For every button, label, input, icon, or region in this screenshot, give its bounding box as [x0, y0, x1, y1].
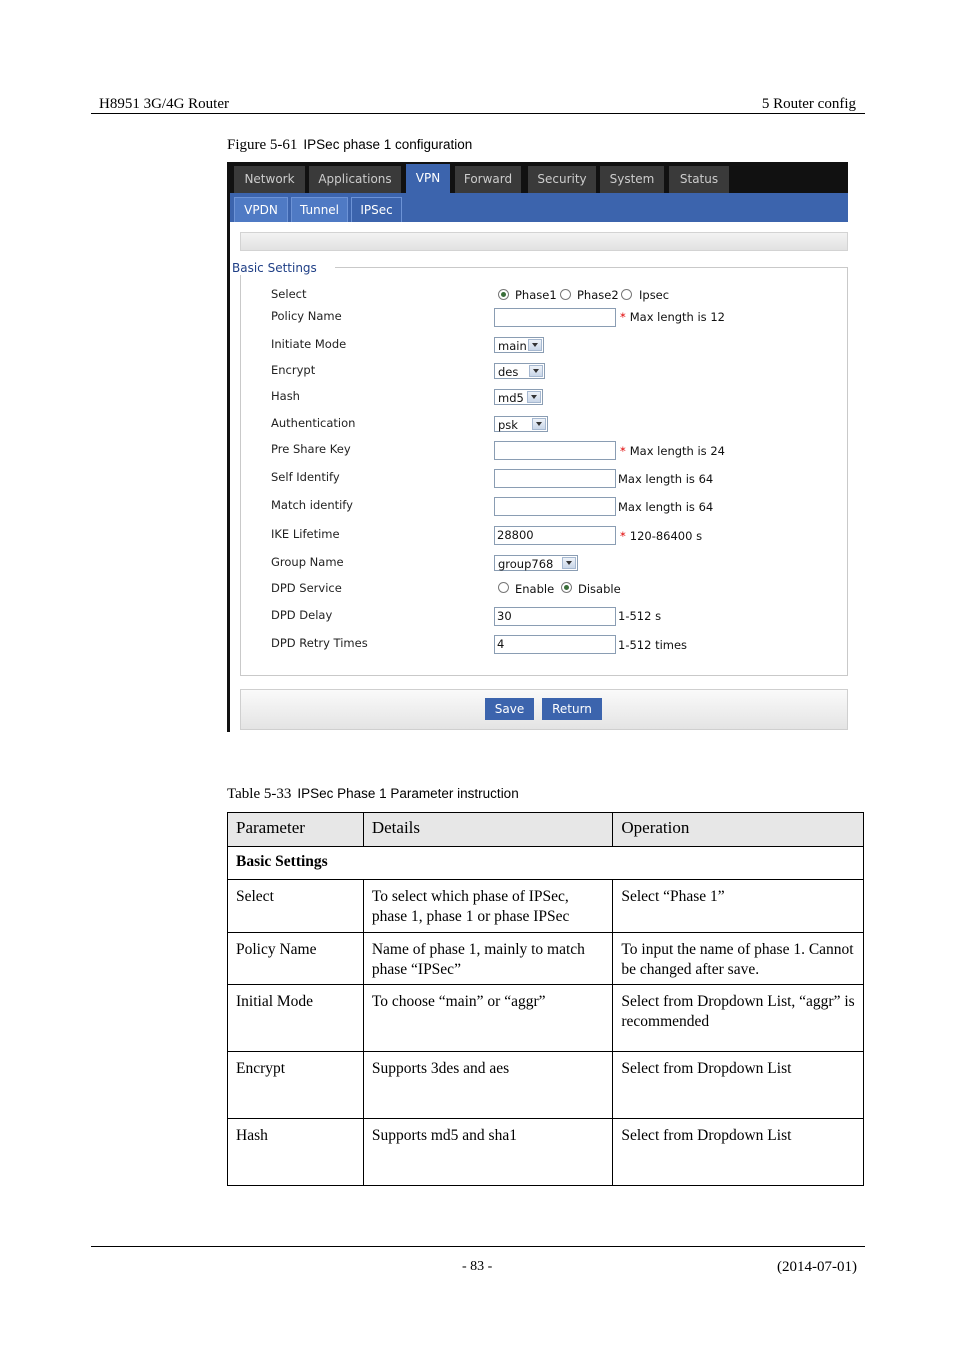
hash-select[interactable] — [494, 389, 543, 405]
table-cell: To input the name of phase 1. Cannot be changed after save. — [613, 933, 864, 985]
pre-share-key-label: Pre Share Key — [271, 442, 351, 456]
required-mark: * — [620, 310, 626, 324]
sub-tab-bar — [230, 193, 848, 222]
chevron-down-icon — [527, 391, 541, 403]
chevron-down-icon — [532, 418, 546, 430]
table-row — [228, 1052, 864, 1119]
save-button[interactable]: Save — [485, 698, 534, 720]
table-row — [228, 880, 864, 933]
policy-name-input[interactable] — [494, 308, 616, 327]
select-label: Select — [271, 287, 307, 301]
authentication-value: psk — [498, 418, 518, 432]
table-cell: Initial Mode — [228, 985, 364, 1052]
authentication-select[interactable] — [494, 416, 548, 432]
ike-lifetime-hint — [620, 529, 702, 543]
policy-name-label: Policy Name — [271, 309, 342, 323]
policy-name-hint-text: Max length is 12 — [629, 310, 725, 324]
table-cell: Name of phase 1, mainly to match phase “IPSec” — [363, 933, 613, 985]
subtab-ipsec[interactable]: IPSec — [351, 197, 402, 222]
policy-name-hint — [620, 310, 725, 324]
dpd-delay-input[interactable]: 30 — [494, 607, 616, 626]
figure-title: IPSec phase 1 configuration — [303, 137, 473, 152]
table-number: Table 5-33 — [227, 786, 292, 802]
table-section-cell: Basic Settings — [228, 847, 864, 880]
table-cell: Policy Name — [228, 933, 364, 985]
table-header-cell: Parameter — [228, 813, 364, 847]
tab-vpn[interactable]: VPN — [406, 164, 450, 193]
table-cell: Select from Dropdown List — [613, 1052, 864, 1119]
table-cell: Supports md5 and sha1 — [363, 1119, 613, 1186]
page-number: - 83 - — [462, 1259, 493, 1274]
self-identify-label: Self Identify — [271, 470, 340, 484]
group-name-select[interactable] — [494, 555, 578, 571]
table-row — [228, 1119, 864, 1186]
dpd-retry-hint: 1-512 times — [618, 638, 688, 652]
pre-share-key-hint — [620, 444, 725, 458]
chevron-down-icon — [528, 339, 542, 351]
pre-share-key-hint-text: Max length is 24 — [629, 444, 725, 458]
dpd-delay-label: DPD Delay — [271, 608, 333, 622]
authentication-label: Authentication — [271, 416, 356, 430]
table-caption — [227, 786, 519, 803]
phase2-radio[interactable] — [560, 289, 571, 300]
tab-system[interactable]: System — [600, 166, 664, 193]
match-identify-label: Match identify — [271, 498, 353, 512]
required-mark: * — [620, 529, 626, 543]
table-cell: Select from Dropdown List — [613, 1119, 864, 1186]
initiate-mode-label: Initiate Mode — [271, 337, 347, 351]
dpd-retry-input[interactable]: 4 — [494, 635, 616, 654]
table-cell: Encrypt — [228, 1052, 364, 1119]
initiate-mode-value: main — [498, 339, 527, 353]
dpd-service-label: DPD Service — [271, 581, 342, 595]
pre-share-key-input[interactable] — [494, 441, 616, 460]
self-identify-input[interactable] — [494, 469, 616, 488]
figure-caption — [227, 137, 472, 154]
chevron-down-icon — [562, 557, 576, 569]
table-row — [228, 933, 864, 985]
phase1-radio-label: Phase1 — [515, 288, 557, 302]
header-product: H8951 3G/4G Router — [99, 96, 229, 112]
main-tab-bar — [230, 162, 848, 193]
dpd-enable-label: Enable — [515, 582, 555, 596]
ike-lifetime-label: IKE Lifetime — [271, 527, 340, 541]
hash-label: Hash — [271, 389, 300, 403]
toolbar-strip — [240, 232, 848, 251]
ike-lifetime-input[interactable]: 28800 — [494, 526, 616, 545]
return-button[interactable]: Return — [542, 698, 602, 720]
dpd-disable-label: Disable — [578, 582, 621, 596]
subtab-vpdn[interactable]: VPDN — [234, 197, 288, 222]
footer-rule — [91, 1246, 865, 1247]
table-cell: Supports 3des and aes — [363, 1052, 613, 1119]
required-mark: * — [620, 444, 626, 458]
group-name-label: Group Name — [271, 555, 344, 569]
ipsec-radio-label: Ipsec — [639, 288, 670, 302]
figure-number: Figure 5-61 — [227, 137, 298, 153]
footer-date: (2014-07-01) — [777, 1259, 857, 1275]
tab-security[interactable]: Security — [528, 166, 596, 193]
tab-status[interactable]: Status — [669, 166, 729, 193]
hash-value: md5 — [498, 391, 524, 405]
encrypt-value: des — [498, 365, 519, 379]
table-section-row — [228, 847, 864, 880]
encrypt-label: Encrypt — [271, 363, 316, 377]
match-identify-input[interactable] — [494, 497, 616, 516]
chevron-down-icon — [529, 365, 543, 377]
table-cell: Select — [228, 880, 364, 933]
encrypt-select[interactable] — [494, 363, 545, 379]
table-cell: Select from Dropdown List, “aggr” is recommended — [613, 985, 864, 1052]
table-cell: To choose “main” or “aggr” — [363, 985, 613, 1052]
table-cell: Hash — [228, 1119, 364, 1186]
table-row — [228, 985, 864, 1052]
table-title: IPSec Phase 1 Parameter instruction — [297, 786, 519, 801]
header-rule — [91, 113, 865, 114]
table-cell: To select which phase of IPSec, phase 1, phase 1 or phase IPSec — [363, 880, 613, 933]
group-name-value: group768 — [498, 557, 554, 571]
ipsec-radio[interactable] — [621, 289, 632, 300]
tab-forward[interactable]: Forward — [455, 166, 521, 193]
table-header-cell: Details — [363, 813, 613, 847]
match-identify-hint: Max length is 64 — [618, 500, 714, 514]
basic-settings-legend: Basic Settings — [232, 261, 335, 275]
dpd-delay-hint: 1-512 s — [618, 609, 662, 623]
dpd-disable-radio[interactable] — [561, 582, 572, 593]
initiate-mode-select[interactable] — [494, 337, 544, 353]
parameter-table — [227, 812, 864, 1186]
dpd-enable-radio[interactable] — [498, 582, 509, 593]
table-cell: Select “Phase 1” — [613, 880, 864, 933]
header-chapter: 5 Router config — [761, 96, 856, 112]
tab-applications[interactable]: Applications — [309, 166, 401, 193]
phase1-radio[interactable] — [498, 289, 509, 300]
ike-lifetime-hint-text: 120-86400 s — [629, 529, 703, 543]
table-header-cell: Operation — [613, 813, 864, 847]
phase2-radio-label: Phase2 — [577, 288, 619, 302]
table-header-row — [228, 813, 864, 847]
screenshot-left-border — [227, 162, 230, 732]
tab-network[interactable]: Network — [234, 166, 305, 193]
subtab-tunnel[interactable]: Tunnel — [291, 197, 348, 222]
dpd-retry-label: DPD Retry Times — [271, 636, 368, 650]
self-identify-hint: Max length is 64 — [618, 472, 714, 486]
